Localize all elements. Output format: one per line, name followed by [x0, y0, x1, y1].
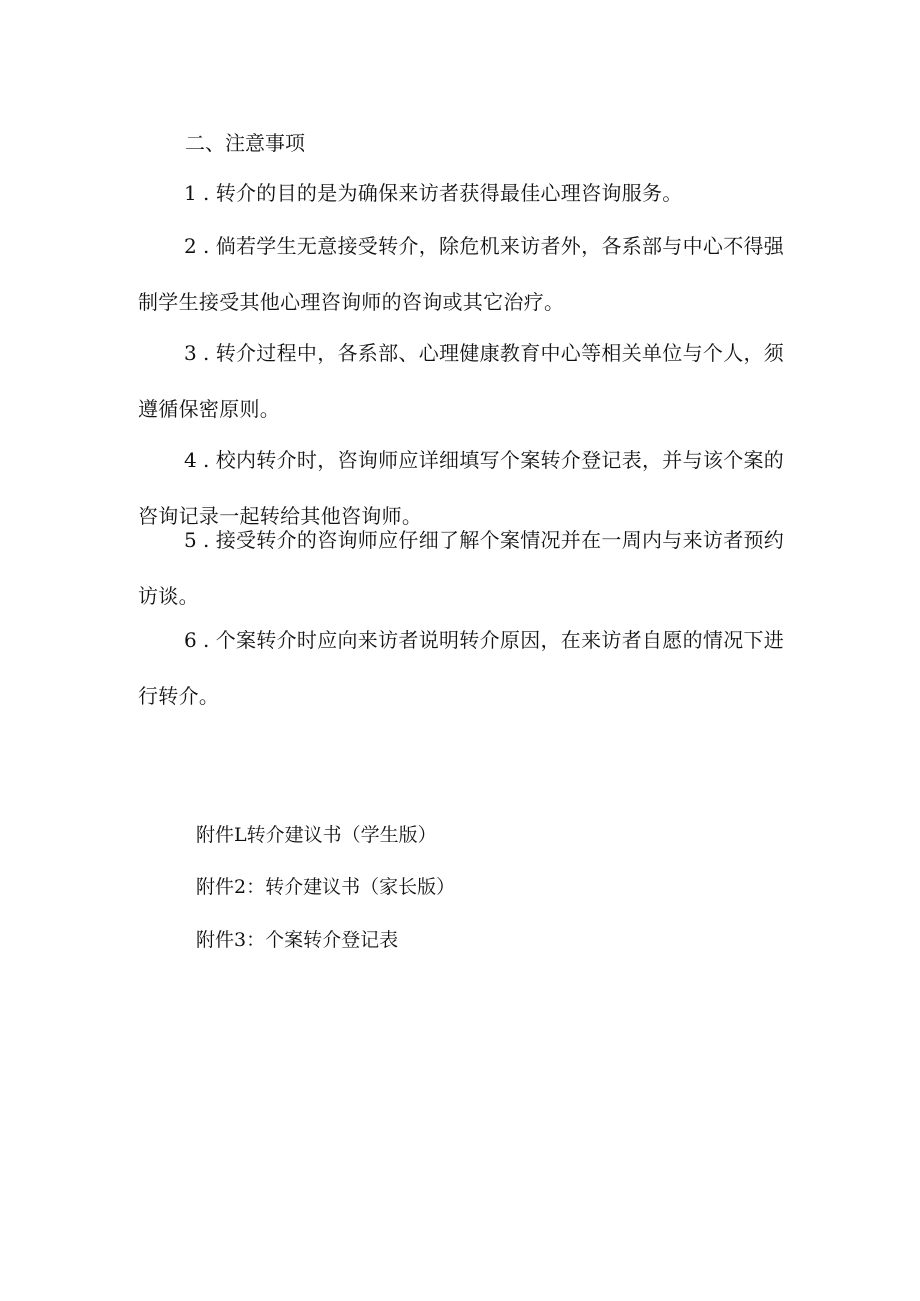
note-item-text: 个案转介时应向来访者说明转介原因，在来访者自愿的情况下进行转介。 [138, 628, 785, 708]
note-item-separator: . [203, 234, 210, 258]
note-item-5 [138, 512, 788, 624]
attachment-3: 附件3：个案转介登记表 [196, 929, 399, 951]
note-item-number: 4 [184, 448, 198, 472]
note-item-number: 6 [184, 628, 198, 652]
note-item-separator: . [203, 528, 210, 552]
note-item-separator: . [203, 448, 210, 472]
note-item-text: 转介的目的是为确保来访者获得最佳心理咨询服务。 [215, 181, 683, 205]
note-item-text: 转介过程中，各系部、心理健康教育中心等相关单位与个人，须遵循保密原则。 [138, 341, 785, 421]
note-item-number: 1 [184, 181, 198, 205]
attachment-2: 附件2：转介建议书（家长版） [196, 876, 456, 898]
note-item-3 [138, 325, 788, 437]
note-item-2 [138, 218, 788, 330]
note-item-text: 接受转介的咨询师应仔细了解个案情况并在一周内与来访者预约访谈。 [138, 528, 785, 608]
note-item-1 [138, 165, 788, 221]
attachment-1: 附件L转介建议书（学生版） [196, 824, 437, 846]
note-item-separator: . [203, 341, 210, 365]
section-heading: 二、注意事项 [185, 131, 305, 155]
note-item-number: 2 [184, 234, 198, 258]
note-item-separator: . [203, 181, 210, 205]
note-item-number: 3 [184, 341, 198, 365]
note-item-6 [138, 612, 788, 724]
note-item-text: 校内转介时，咨询师应详细填写个案转介登记表，并与该个案的咨询记录一起转给其他咨询师。 [138, 448, 785, 528]
note-item-text: 倘若学生无意接受转介，除危机来访者外，各系部与中心不得强制学生接受其他心理咨询师的咨询或其它治疗。 [138, 234, 785, 314]
note-item-separator: . [203, 628, 210, 652]
note-item-number: 5 [184, 528, 198, 552]
